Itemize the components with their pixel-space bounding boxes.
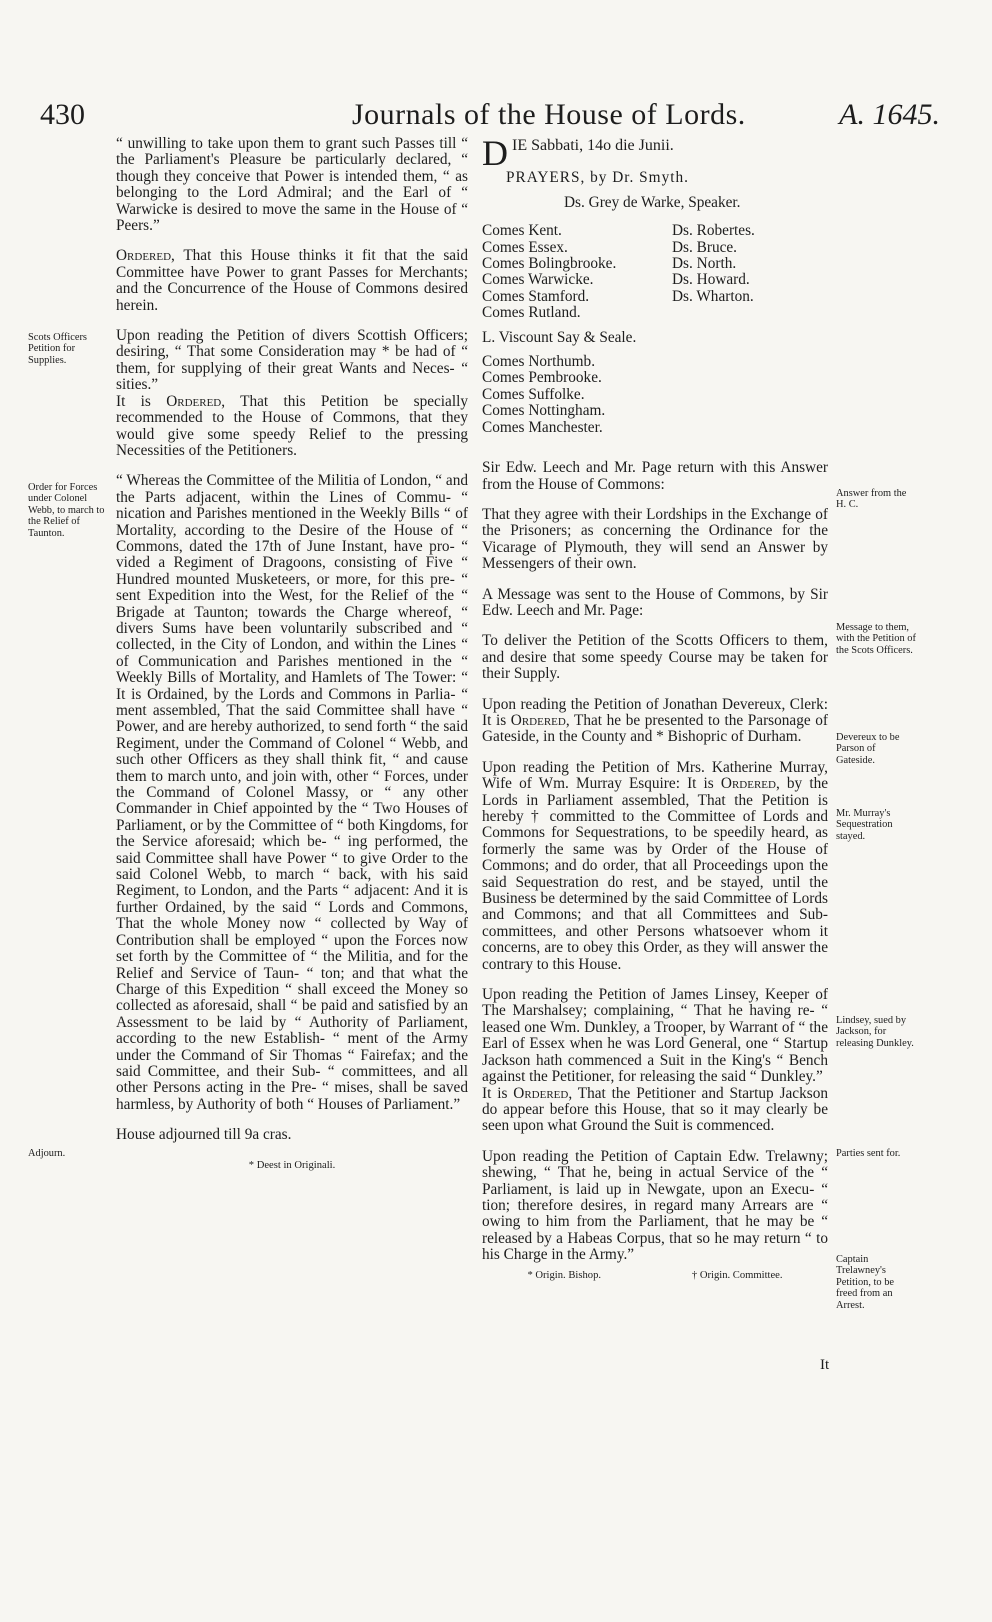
scots-petition-paragraph: Upon reading the Petition of divers Scottish Officers; desiring, “ That some Consideration may * be had of “ them, for supplying of their great Wants and Neces- “ sities.”	[116, 327, 468, 394]
attendee: Ds. North.	[672, 255, 737, 273]
petition-prefix: Upon reading the Petition of Mrs. Katherine Murray, Wife of Wm. Murray Esquire: It is	[482, 758, 828, 793]
attendee: Comes Nottingham.	[482, 402, 606, 420]
attendee: Comes Essex.	[482, 238, 568, 256]
margin-note-adjourn: Adjourn.	[28, 1148, 66, 1159]
commons-resolution-paragraph: “ unwilling to take upon them to grant such Passes till “ the Parliament's Pleasure be particularly declared, “ though they conceive that Power is intended them, “ as belonging to the Lord Admiral; and the Earl of “ Warwicke is desired to move the same in the House of “ Peers.”	[116, 135, 468, 235]
attendee: Comes Kent.	[482, 222, 562, 240]
margin-note-devereux: Devereux to be Parson of Gateside.	[836, 732, 900, 766]
page-header	[40, 98, 940, 138]
ordered-label: Ordered,	[116, 247, 175, 265]
drop-cap: D	[482, 133, 508, 173]
ordered-label: Ordered,	[513, 1084, 573, 1102]
deliver-petition-paragraph: To deliver the Petition of the Scotts Officers to them, and desire that some speedy Course may be taken for their Supply.	[482, 632, 828, 683]
margin-note-answer: Answer from the H. C.	[836, 488, 907, 511]
devereux-paragraph	[482, 697, 828, 746]
attendee: L. Viscount Say & Seale.	[482, 328, 637, 346]
ordered-passes-paragraph	[116, 248, 468, 314]
footnote-committee: † Origin. Committee.	[691, 1269, 783, 1281]
ordered-text: by the Lords in Parliament assembled, That the Petition is hereby † committed to the Committee of Lords and Commons for Sequestrations, to be speedily heard, as formerly the same was by Order of the House of Commons; and do order, that all Proceedings upon the said Sequestration do rest, and be stayed, until the Business be determined by the said Committee of Lords and Commons; and that all Committees and Sub-committees, and other Persons whatsoever whom it concerns, are to obey this Order, as they will answer the contrary to this House.	[482, 775, 829, 973]
linsey-order-paragraph	[482, 1086, 828, 1135]
militia-ordinance-paragraph: “ Whereas the Committee of the Militia of London, “ and the Parts adjacent, within the Lines of Commu- “ nication and Parishes mentioned in the Weekly Bills “ of Mortality, according to the Desire of the House of “ Commons, dated the 17th of June Instant, have pro- “ vided a Regiment of Dragoons, consisting of Five “ Hundred mounted Musketeers, or more, for this pre- “ sent Expedition into the West, for the Relief of the “ Brigade at Taunton; towards the Charge whereof, “ divers Sums have been voluntarily subscribed and “ collected, in the City of London, and within the Lines “ of Communication and Parishes mentioned in the “ Weekly Bills of Mortality, and Hamlets of The Tower: “ It is Ordained, by the Lords and Commons in Parlia- “ ment assembled, That the said Committee shall have “ Power, and are hereby authorized, to send forth “ the said Regiment, under the Command of Colonel “ Webb, and such other Officers as they shall think fit, “ and cause them to march unto, and join with, other “ Forces, under the Command of Colonel Massy, or “ any other Commander in Chief appointed by the “ Two Houses of Parliament, or by the Committee of “ both Kingdoms, for the Service aforesaid; which be- “ ing performed, the said Committee shall have Power “ to give Order to the said Colonel Webb, to march “ back, with his said Regiment, to London, and the Parts “ adjacent: And it is further Ordained, by the said “ Lords and Commons, That the whole Money now “ collected by Way of Contribution shall be employed “ upon the Forces now set forth by the Committee of “ the Militia, and for the Relief and Service of Taun- “ ton; and that what the Charge of this Expedition “ shall exceed the Money so collected as aforesaid, shall “ be paid and satisfied by an Assessment to be laid by “ Authority of Parliament, according to the new Establish- “ ment of the Army under the Command of Sir Thomas “ Fairefax; and the said Committee, and their Sub- “ committees, and all other Persons acting in the Pre- “ mises, shall be saved harmless, by Authority of both “ Houses of Parliament.”	[116, 472, 468, 1113]
ordered-label: Ordered,	[510, 711, 570, 729]
margin-note-message: Message to them, with the Petition of the Scots Officers.	[836, 622, 916, 656]
attendee: Ds. Howard.	[672, 271, 750, 289]
session-date-text: IE Sabbati, 14o die Junii.	[512, 137, 674, 154]
ordered-label: Ordered,	[166, 392, 226, 410]
margin-note-lindsey: Lindsey, sued by Jackson, for releasing Dunkley.	[836, 1015, 914, 1049]
attendee: Comes Warwicke.	[482, 271, 594, 289]
ordered-text: That this House thinks it fit that the said Committee have Power to grant Passes for Merchants; and the Concurrence of the House of Commons desired herein.	[116, 247, 468, 314]
order-prefix: It is	[116, 392, 151, 410]
attendee: Comes Northumb.	[482, 353, 596, 371]
left-column	[116, 136, 468, 1174]
page-number: 430	[40, 98, 85, 131]
ordered-text: That he be presented to the Parsonage of Gateside, in the County and * Bishopric of Durham.	[482, 711, 829, 746]
answer-paragraph: Sir Edw. Leech and Mr. Page return with this Answer from the House of Commons:	[482, 459, 828, 493]
attendance-column-2	[672, 223, 755, 436]
message-paragraph: A Message was sent to the House of Commons, by Sir Edw. Leech and Mr. Page:	[482, 585, 828, 619]
scots-order-paragraph	[116, 394, 468, 460]
attendee: Comes Manchester.	[482, 418, 603, 436]
ordered-text: That this Petition be specially recommended to the House of Commons, that they would give some speedy Relief to the pressing Necessities of the Petitioners.	[116, 392, 468, 459]
attendance-column-1	[482, 223, 642, 436]
catchword: It	[820, 1357, 830, 1373]
petition-prefix: Upon reading the Petition of Jonathan Devereux, Clerk: It is	[482, 695, 828, 729]
margin-note-order-forces: Order for Forces under Colonel Webb, to march to the Relief of Taunton.	[28, 482, 105, 539]
prayers-line: PRAYERS, by Dr. Smyth.	[506, 169, 689, 187]
margin-note-parties: Parties sent for.	[836, 1148, 901, 1159]
adjournment-line: House adjourned till 9a cras.	[116, 1126, 292, 1144]
right-footnotes	[482, 1268, 828, 1284]
margin-note-trelawney: Captain Trelawney's Petition, to be freed from an Arrest.	[836, 1254, 895, 1311]
ordered-label: Ordered,	[720, 775, 780, 793]
ordered-text: That the Petitioner and Startup Jackson do appear before this House, that so it may clearly be seen upon what Ground the Suit is commenced.	[482, 1084, 828, 1135]
year-heading: A. 1645.	[839, 98, 940, 131]
attendee: Ds. Wharton.	[672, 287, 754, 305]
attendee: Comes Pembrooke.	[482, 369, 602, 387]
right-column	[482, 133, 829, 1284]
trelawny-paragraph: Upon reading the Petition of Captain Edw. Trelawny; shewing, “ That he, being in actual Service of the “ Parliament, is laid up in Newgate, upon an Execu- “ tion; therefore desires, in regard many Arrears are “ owing to him from the Parliament, that he may be “ released by a Habeas Corpus, that so he may return “ to his Charge in the Army.”	[482, 1147, 828, 1264]
attendee: Comes Bolingbrooke.	[482, 255, 617, 273]
attendee: Comes Suffolke.	[482, 385, 585, 403]
attendance-list	[482, 223, 828, 436]
order-prefix: It is	[482, 1084, 508, 1102]
session-date-heading	[482, 133, 828, 173]
attendee: Comes Rutland.	[482, 304, 581, 322]
margin-note-scots-officers: Scots Officers Petition for Supplies.	[28, 332, 87, 366]
running-title: Journals of the House of Lords.	[352, 98, 746, 131]
left-footnote: * Deest in Originali.	[248, 1159, 336, 1171]
exchange-paragraph: That they agree with their Lordships in the Exchange of the Prisoners; as concerning the Ordinance for the Vicarage of Plymouth, they will send an Answer by Messengers of their own.	[482, 505, 828, 573]
attendee: Comes Stamford.	[482, 287, 590, 305]
speaker-line: Ds. Grey de Warke, Speaker.	[564, 193, 741, 211]
linsey-paragraph: Upon reading the Petition of James Linsey, Keeper of The Marshalsey; complaining, “ That he having re- “ leased one Wm. Dunkley, a Trooper, by Warrant of “ the Earl of Essex when he was Lord General, one “ Startup Jackson hath commenced a Suit in the King's “ Bench against the Petitioner, for releasing the said “ Dunkley.”	[482, 986, 828, 1086]
footnote-bishop: * Origin. Bishop.	[527, 1269, 602, 1281]
attendee: Ds. Robertes.	[672, 222, 755, 240]
attendee: Ds. Bruce.	[672, 238, 737, 256]
margin-note-murray: Mr. Murray's Sequestration stayed.	[836, 808, 893, 842]
murray-paragraph	[482, 760, 828, 973]
